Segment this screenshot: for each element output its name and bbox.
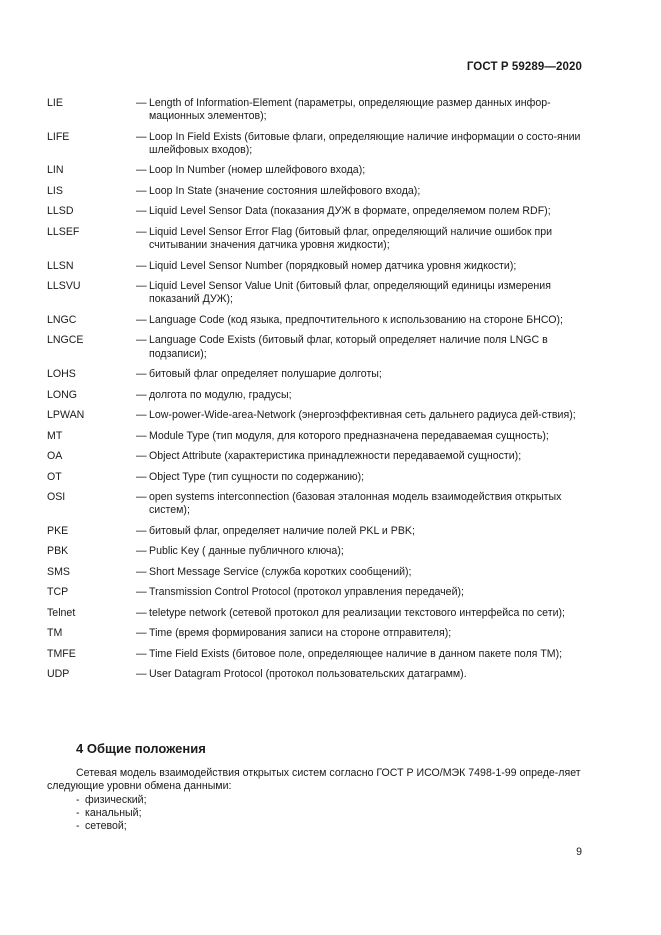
abbreviation-row bbox=[47, 586, 583, 599]
definition-dash: — bbox=[136, 565, 147, 578]
definition-dash: — bbox=[136, 409, 147, 422]
definition-text: teletype network (сетевой протокол для реализации текстового интерфейса по сети); bbox=[149, 606, 565, 619]
definition-text: Time (время формирования записи на стороне отправителя); bbox=[149, 627, 452, 640]
list-item-text: физический; bbox=[85, 794, 147, 806]
definition-dash: — bbox=[136, 491, 147, 504]
abbreviation-row bbox=[47, 566, 583, 579]
abbreviation-definition bbox=[136, 491, 583, 517]
abbreviation-row bbox=[47, 334, 583, 360]
abbreviation-row bbox=[47, 491, 583, 517]
abbreviation-list bbox=[47, 97, 583, 689]
abbreviation-definition bbox=[136, 525, 583, 538]
abbreviation-term: UDP bbox=[47, 668, 70, 681]
abbreviation-row bbox=[47, 471, 583, 484]
abbreviation-term: LIE bbox=[47, 97, 63, 109]
abbreviation-row bbox=[47, 131, 583, 157]
definition-text: Low-power-Wide-area-Network (энергоэффективная сеть дальнего радиуса дей-ствия); bbox=[149, 409, 576, 422]
list-marker: - bbox=[76, 807, 80, 820]
abbreviation-row bbox=[47, 314, 583, 327]
abbreviation-row bbox=[47, 97, 583, 123]
definition-dash: — bbox=[136, 524, 147, 537]
definition-text: Loop In Number (номер шлейфового входа); bbox=[149, 164, 366, 177]
definition-text: Language Code (код языка, предпочтительного к использованию на стороне БНСО); bbox=[149, 313, 563, 326]
abbreviation-row bbox=[47, 185, 583, 198]
abbreviation-term: TCP bbox=[47, 586, 69, 599]
list-item-text: сетевой; bbox=[85, 820, 127, 833]
abbreviation-definition bbox=[136, 205, 583, 218]
definition-text: долгота по модулю, градусы; bbox=[149, 388, 292, 401]
abbreviation-term: OT bbox=[47, 470, 62, 483]
abbreviation-term: LLSD bbox=[47, 205, 74, 218]
abbreviation-row bbox=[47, 260, 583, 273]
definition-dash: — bbox=[136, 205, 147, 218]
definition-text: Short Message Service (служба коротких сообщений); bbox=[149, 565, 412, 578]
abbreviation-row bbox=[47, 627, 583, 640]
abbreviation-row bbox=[47, 525, 583, 538]
abbreviation-definition bbox=[136, 314, 583, 327]
abbreviation-row bbox=[47, 409, 583, 422]
abbreviation-definition bbox=[136, 566, 583, 579]
abbreviation-term: SMS bbox=[47, 565, 70, 578]
abbreviation-term: LNGC bbox=[47, 313, 77, 326]
abbreviation-term: Telnet bbox=[47, 606, 76, 619]
definition-dash: — bbox=[136, 313, 147, 326]
abbreviation-term: LLSVU bbox=[47, 280, 81, 293]
definition-dash: — bbox=[136, 130, 147, 143]
definition-text: битовый флаг, определяет наличие полей PKL и PBK; bbox=[149, 524, 415, 537]
definition-text: Liquid Level Sensor Value Unit (битовый флаг, определяющий единицы измерения показаний ДУЖ); bbox=[149, 280, 551, 306]
definition-text: битовый флаг определяет полушарие долготы; bbox=[149, 368, 382, 381]
definition-dash: — bbox=[136, 184, 147, 197]
abbreviation-term: MT bbox=[47, 429, 63, 442]
abbreviation-row bbox=[47, 430, 583, 443]
definition-dash: — bbox=[136, 388, 147, 401]
abbreviation-row bbox=[47, 368, 583, 381]
definition-text: Object Type (тип сущности по содержанию); bbox=[149, 470, 365, 483]
definition-text: Liquid Level Sensor Error Flag (битовый флаг, определяющий наличие ошибок при считывании значения датчика уровня жидкости); bbox=[149, 225, 553, 252]
abbreviation-definition bbox=[136, 627, 583, 640]
list-item bbox=[76, 820, 147, 833]
abbreviation-definition bbox=[136, 334, 583, 360]
abbreviation-definition bbox=[136, 607, 583, 620]
abbreviation-row bbox=[47, 607, 583, 620]
definition-dash: — bbox=[136, 668, 147, 681]
abbreviation-term: LLSN bbox=[47, 259, 74, 272]
abbreviation-term: LNGCE bbox=[47, 334, 84, 347]
section-paragraph: Сетевая модель взаимодействия открытых систем согласно ГОСТ Р ИСО/МЭК 7498-1-99 опреде-ляет следующие уровни обмена данными: bbox=[47, 767, 581, 793]
abbreviation-definition bbox=[136, 450, 583, 463]
definition-text: Loop In State (значение состояния шлейфового входа); bbox=[149, 184, 421, 197]
abbreviation-definition bbox=[136, 185, 583, 198]
abbreviation-definition bbox=[136, 226, 583, 252]
abbreviation-definition bbox=[136, 260, 583, 273]
abbreviation-definition bbox=[136, 471, 583, 484]
abbreviation-row bbox=[47, 164, 583, 177]
abbreviation-term: LIS bbox=[47, 184, 63, 197]
definition-text: Transmission Control Protocol (протокол управления передачей); bbox=[149, 586, 464, 599]
definition-dash: — bbox=[136, 334, 147, 347]
abbreviation-term: LIFE bbox=[47, 130, 70, 143]
definition-dash: — bbox=[136, 627, 147, 640]
section-title: 4 Общие положения bbox=[76, 741, 206, 756]
abbreviation-definition bbox=[136, 586, 583, 599]
definition-dash: — bbox=[136, 368, 147, 381]
definition-text: Public Key ( данные публичного ключа); bbox=[149, 545, 344, 558]
abbreviation-term: OA bbox=[47, 450, 63, 463]
abbreviation-definition bbox=[136, 648, 583, 661]
page-number: 9 bbox=[576, 846, 582, 858]
abbreviation-term: TMFE bbox=[47, 647, 76, 660]
abbreviation-row bbox=[47, 450, 583, 463]
abbreviation-row bbox=[47, 648, 583, 661]
abbreviation-term: LONG bbox=[47, 388, 78, 401]
definition-dash: — bbox=[136, 606, 147, 619]
abbreviation-term: LOHS bbox=[47, 368, 76, 381]
list-marker: - bbox=[76, 794, 80, 806]
definition-dash: — bbox=[136, 545, 147, 558]
list-item bbox=[76, 807, 147, 820]
abbreviation-definition bbox=[136, 409, 583, 422]
definition-text: Object Attribute (характеристика принадлежности передаваемой сущности); bbox=[149, 450, 522, 463]
definition-dash: — bbox=[136, 647, 147, 660]
definition-text: Language Code Exists (битовый флаг, который определяет наличие поля LNGC в подзаписи); bbox=[149, 334, 548, 360]
abbreviation-row bbox=[47, 668, 583, 681]
abbreviation-term: TM bbox=[47, 627, 63, 640]
definition-dash: — bbox=[136, 164, 147, 177]
definition-text: User Datagram Protocol (протокол пользовательских датаграмм). bbox=[149, 668, 467, 681]
abbreviation-definition bbox=[136, 97, 583, 123]
abbreviation-row bbox=[47, 389, 583, 402]
list-marker: - bbox=[76, 820, 80, 833]
definition-dash: — bbox=[136, 470, 147, 483]
definition-text: Module Type (тип модуля, для которого предназначена передаваемая сущность); bbox=[149, 429, 549, 442]
abbreviation-definition bbox=[136, 280, 583, 306]
abbreviation-definition bbox=[136, 131, 583, 157]
abbreviation-definition bbox=[136, 389, 583, 402]
abbreviation-definition bbox=[136, 545, 583, 558]
definition-dash: — bbox=[136, 450, 147, 463]
definition-dash: — bbox=[136, 225, 147, 238]
abbreviation-row bbox=[47, 545, 583, 558]
abbreviation-definition bbox=[136, 668, 583, 681]
definition-text: Time Field Exists (битовое поле, определяющее наличие в данном пакете поля TM); bbox=[149, 647, 563, 660]
definition-dash: — bbox=[136, 586, 147, 599]
definition-text: open systems interconnection (базовая эталонная модель взаимодействия открытых систем); bbox=[149, 491, 562, 517]
definition-text: Length of Information-Element (параметры, определяющие размер данных инфор-мационных элементов); bbox=[149, 97, 551, 123]
abbreviation-term: PKE bbox=[47, 524, 69, 537]
abbreviation-row bbox=[47, 280, 583, 306]
abbreviation-term: PBK bbox=[47, 545, 69, 558]
abbreviation-row bbox=[47, 205, 583, 218]
abbreviation-term: OSI bbox=[47, 491, 66, 504]
document-header: ГОСТ Р 59289—2020 bbox=[466, 61, 582, 73]
list-item-text: канальный; bbox=[85, 807, 142, 820]
abbreviation-term: LPWAN bbox=[47, 409, 85, 422]
definition-text: Liquid Level Sensor Data (показания ДУЖ в формате, определяемом полем RDF); bbox=[149, 205, 551, 218]
definition-dash: — bbox=[136, 259, 147, 272]
list-item bbox=[76, 794, 147, 807]
abbreviation-term: LLSEF bbox=[47, 225, 80, 238]
definition-dash: — bbox=[136, 97, 147, 109]
abbreviation-definition bbox=[136, 368, 583, 381]
abbreviation-term: LIN bbox=[47, 164, 64, 177]
abbreviation-definition bbox=[136, 430, 583, 443]
exchange-levels-list bbox=[76, 794, 147, 834]
definition-dash: — bbox=[136, 429, 147, 442]
definition-dash: — bbox=[136, 280, 147, 293]
definition-text: Loop In Field Exists (битовые флаги, определяющие наличие информации о состо-янии шлейфовых входов); bbox=[149, 130, 581, 156]
abbreviation-row bbox=[47, 226, 583, 252]
definition-text: Liquid Level Sensor Number (порядковый номер датчика уровня жидкости); bbox=[149, 259, 517, 272]
abbreviation-definition bbox=[136, 164, 583, 177]
